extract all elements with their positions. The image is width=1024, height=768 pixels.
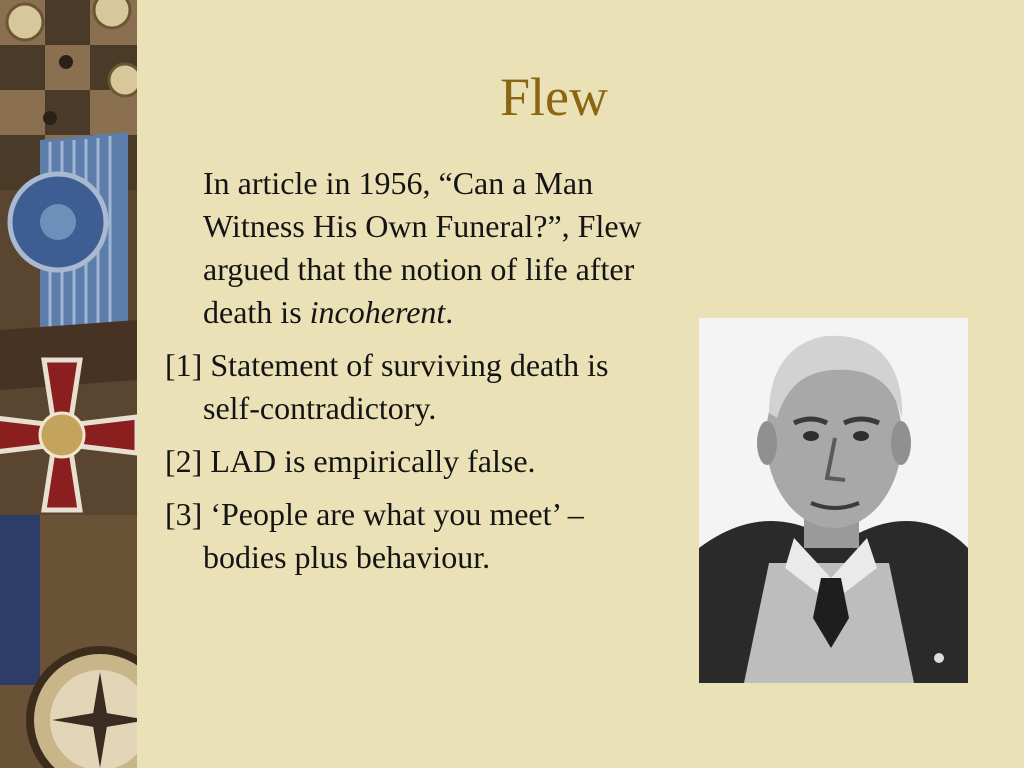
point-2: [2] LAD is empirically false. bbox=[165, 443, 536, 479]
intro-emphasis: incoherent bbox=[309, 294, 446, 330]
slide-body bbox=[165, 162, 665, 579]
side-decoration-image bbox=[0, 0, 137, 768]
point-1: [1] Statement of surviving death is self-contradictory. bbox=[165, 347, 609, 426]
intro-paragraph bbox=[165, 162, 665, 334]
slide-title: Flew bbox=[500, 67, 608, 127]
intro-text: In article in 1956, “Can a Man Witness His Own Funeral?”, Flew argued that the notion of life after death is bbox=[203, 165, 642, 330]
point-3: [3] ‘People are what you meet’ – bodies plus behaviour. bbox=[165, 496, 584, 575]
intro-end: . bbox=[445, 294, 454, 330]
portrait-photo bbox=[699, 318, 968, 683]
